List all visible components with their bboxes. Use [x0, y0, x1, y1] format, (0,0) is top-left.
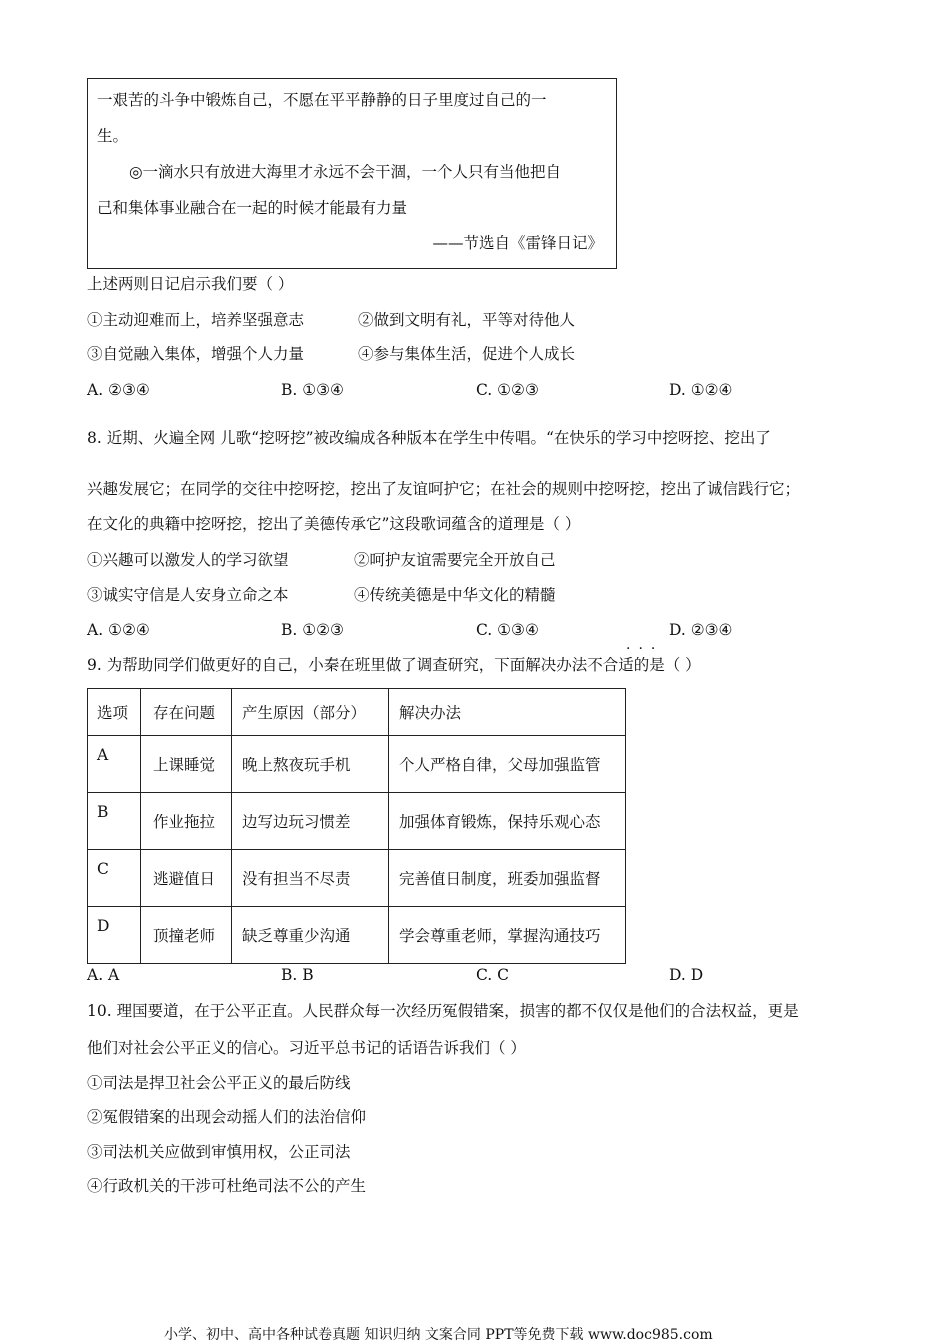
table-header-row — [88, 689, 626, 736]
row-problem: 上课睡觉 — [141, 736, 232, 793]
row-problem: 作业拖拉 — [141, 793, 232, 850]
diary-quote-box — [87, 78, 617, 269]
q8-stem-line-1: 8. 近期、火遍全网 儿歌“挖呀挖”被改编成各种版本在学生中传唱。“在快乐的学习中挖呀挖、挖出了 — [87, 429, 771, 447]
row-option: A — [88, 736, 141, 793]
row-solution: 个人严格自律，父母加强监管 — [389, 736, 626, 793]
row-option: C — [88, 850, 141, 907]
table-row — [88, 736, 626, 793]
q8-statement-3: ③诚实守信是人安身立命之本 — [87, 586, 289, 604]
q8-statement-2: ②呵护友谊需要完全开放自己 — [354, 551, 556, 569]
row-cause: 缺乏尊重少沟通 — [232, 907, 389, 964]
q9-choice-d[interactable]: D. D — [669, 966, 704, 984]
row-solution: 学会尊重老师，掌握沟通技巧 — [389, 907, 626, 964]
q8-choice-a[interactable]: A. ①②④ — [87, 621, 150, 639]
quote-line-1: 一艰苦的斗争中锻炼自己，不愿在平平静静的日子里度过自己的一 — [97, 91, 547, 109]
q7-statement-3: ③自觉融入集体，增强个人力量 — [87, 345, 305, 363]
q7-choice-b[interactable]: B. ①③④ — [281, 381, 344, 399]
q7-choice-d[interactable]: D. ①②④ — [669, 381, 733, 399]
table-row — [88, 793, 626, 850]
q10-stem-line-2: 他们对社会公平正义的信心。习近平总书记的话语告诉我们（ ） — [87, 1039, 526, 1057]
q8-choice-b[interactable]: B. ①②③ — [281, 621, 344, 639]
quote-line-4: 己和集体事业融合在一起的时候才能最有力量 — [97, 199, 408, 217]
q8-choice-c[interactable]: C. ①③④ — [476, 621, 539, 639]
survey-table — [87, 688, 626, 964]
row-option: B — [88, 793, 141, 850]
q9-choice-a[interactable]: A. A — [87, 966, 120, 984]
quote-line-3: ◎一滴水只有放进大海里才永远不会干涸，一个人只有当他把自 — [129, 163, 562, 181]
emphasis-dots: ··· — [626, 641, 664, 657]
quote-line-2: 生。 — [97, 127, 129, 145]
q8-statement-1: ①兴趣可以激发人的学习欲望 — [87, 551, 289, 569]
row-problem: 顶撞老师 — [141, 907, 232, 964]
table-row — [88, 850, 626, 907]
q7-choice-c[interactable]: C. ①②③ — [476, 381, 539, 399]
row-solution: 加强体育锻炼，保持乐观心态 — [389, 793, 626, 850]
row-problem: 逃避值日 — [141, 850, 232, 907]
q9-choice-b[interactable]: B. B — [281, 966, 314, 984]
table-row — [88, 907, 626, 964]
q7-statement-4: ④参与集体生活，促进个人成长 — [358, 345, 576, 363]
q8-choice-d[interactable]: D. ②③④ — [669, 621, 733, 639]
header-solution: 解决办法 — [389, 689, 626, 736]
q7-statement-1: ①主动迎难而上，培养坚强意志 — [87, 311, 305, 329]
quote-source: ——节选自《雷锋日记》 — [432, 234, 603, 252]
q10-statement-4: ④行政机关的干涉可杜绝司法不公的产生 — [87, 1177, 367, 1195]
row-option: D — [88, 907, 141, 964]
row-cause: 晚上熬夜玩手机 — [232, 736, 389, 793]
q9-choice-c[interactable]: C. C — [476, 966, 510, 984]
q7-statement-2: ②做到文明有礼，平等对待他人 — [358, 311, 576, 329]
header-cause: 产生原因（部分） — [232, 689, 389, 736]
q8-stem-line-2: 兴趣发展它；在同学的交往中挖呀挖，挖出了友谊呵护它；在社会的规则中挖呀挖，挖出了诚信践行它； — [87, 480, 801, 498]
q9-stem: 9. 为帮助同学们做更好的自己，小秦在班里做了调查研究，下面解决办法不合适的是（ ） — [87, 656, 701, 674]
q7-choice-a[interactable]: A. ②③④ — [87, 381, 150, 399]
q10-stem-line-1: 10. 理国要道，在于公平正直。人民群众每一次经历冤假错案，损害的都不仅仅是他们的合法权益，更是 — [87, 1002, 799, 1020]
header-problem: 存在问题 — [141, 689, 232, 736]
q7-stem: 上述两则日记启示我们要（ ） — [87, 275, 294, 293]
header-option: 选项 — [88, 689, 141, 736]
q10-statement-3: ③司法机关应做到审慎用权，公正司法 — [87, 1143, 351, 1161]
q8-statement-4: ④传统美德是中华文化的精髓 — [354, 586, 556, 604]
row-solution: 完善值日制度，班委加强监督 — [389, 850, 626, 907]
row-cause: 边写边玩习惯差 — [232, 793, 389, 850]
row-cause: 没有担当不尽责 — [232, 850, 389, 907]
q8-stem-line-3: 在文化的典籍中挖呀挖，挖出了美德传承它”这段歌词蕴含的道理是（ ） — [87, 515, 581, 533]
q10-statement-2: ②冤假错案的出现会动摇人们的法治信仰 — [87, 1108, 367, 1126]
page-footer: 小学、初中、高中各种试卷真题 知识归纳 文案合同 PPT等免费下载 www.doc985.com — [164, 1327, 713, 1343]
q10-statement-1: ①司法是捍卫社会公平正义的最后防线 — [87, 1074, 351, 1092]
